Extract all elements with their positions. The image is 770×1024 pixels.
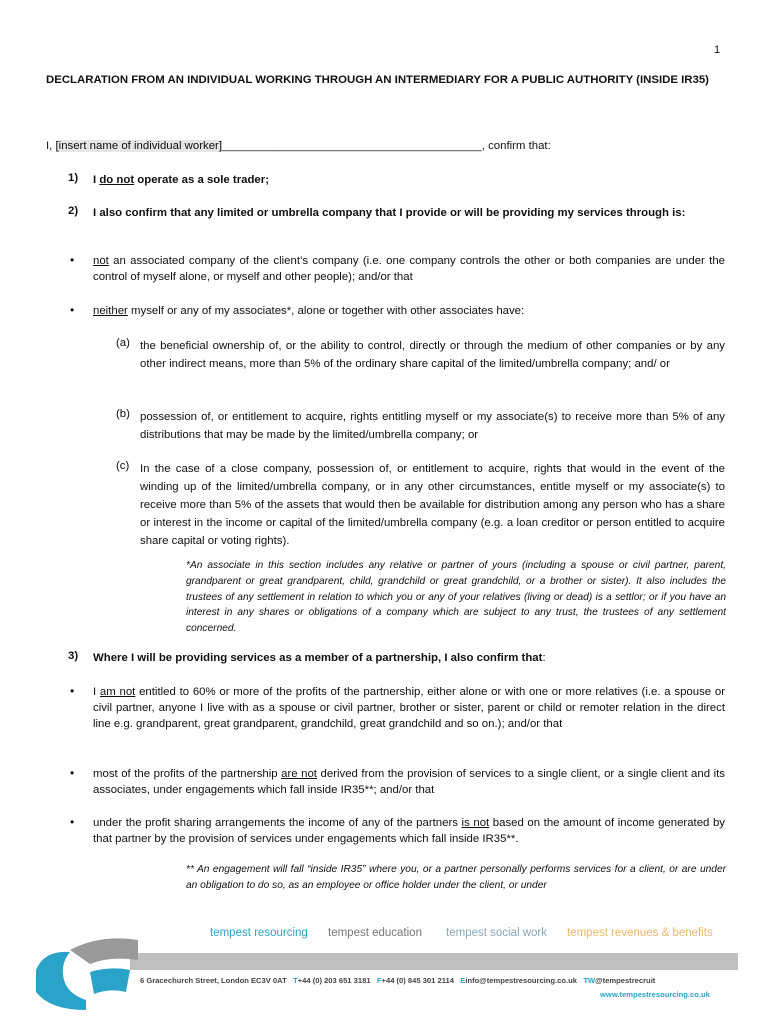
bullet-icon: •: [70, 684, 75, 698]
document-title: DECLARATION FROM AN INDIVIDUAL WORKING THROUGH AN INTERMEDIARY FOR A PUBLIC AUTHORITY (INSIDE IR35): [46, 74, 709, 86]
item-1-post: operate as a sole trader;: [134, 174, 269, 186]
email-link[interactable]: info@tempestresourcing.co.uk: [465, 976, 578, 985]
logo-grey-swoosh: [70, 938, 138, 964]
footer-website[interactable]: www.tempestresourcing.co.uk: [600, 990, 710, 999]
ir35-note: ** An engagement will fall “inside IR35” where you, or a partner personally performs services for a client, or are under an obligation to do so, as an employee or office holder under the client, or under: [186, 864, 726, 891]
sub-b-label: (b): [116, 408, 130, 420]
intro-line: [46, 140, 726, 152]
item-1-text: [93, 172, 725, 189]
item-3-text: [93, 650, 725, 667]
item-3-bullet-1-text: entitled to 60% or more of the profits of the partnership, either alone or with one or more relatives (i.e. a spouse or civil partner, anyone I live with as a spouse or civil partner, brother or sister, parent or child or remoter relation in the direct line e.g. grandparent, great grandparent, grandchild, great grandchild and so on.); and/or that: [93, 686, 725, 730]
bullet-icon: •: [70, 253, 75, 267]
nav-tempest-resourcing[interactable]: tempest resourcing: [210, 927, 308, 939]
item-3-bullet-3-emph: is not: [461, 817, 490, 829]
phone-label: T: [293, 976, 298, 985]
item-3-heading: Where I will be providing services as a member of a partnership, I also confirm that: [93, 652, 543, 664]
item-3-bullet-3-text: based on the amount of income generated by that partner by the provision of services under engagements which fall inside IR35**.: [93, 817, 725, 845]
item-2-bullet-1-text: an associated company of the client’s company (i.e. one company controls the other or both companies are under the control of myself alone, or myself and other people); and/or that: [93, 255, 725, 283]
tempest-logo-icon: [30, 930, 140, 1012]
item-1-pre: I: [93, 174, 100, 186]
item-3-bullet-2-emph: are not: [281, 768, 317, 780]
item-3-colon: :: [542, 652, 546, 664]
address-text: 6 Gracechurch Street, London EC3V 0AT: [140, 976, 287, 985]
item-3-bullet-3-pre: under the profit sharing arrangements the income of any of the partners: [93, 817, 462, 829]
item-1-number: 1): [68, 172, 79, 184]
item-3-bullet-2-pre: most of the profits of the partnership: [93, 768, 282, 780]
item-3-number: 3): [68, 650, 79, 662]
twitter-handle[interactable]: @tempestrecruit: [595, 976, 656, 985]
item-2-bullet-2: [93, 303, 725, 319]
item-1-emph: do not: [99, 174, 135, 186]
item-2-bullet-1: [93, 253, 725, 285]
nav-tempest-social-work[interactable]: tempest social work: [446, 927, 547, 939]
bullet-icon: •: [70, 766, 75, 780]
phone-number: +44 (0) 203 651 3181: [297, 976, 371, 985]
item-3-bullet-1: [93, 684, 725, 732]
worker-name-blank: _________________________________________: [222, 140, 482, 152]
logo-teal-swoosh: [36, 952, 86, 1010]
fax-label: F: [376, 976, 382, 985]
intro-prefix: I,: [46, 140, 56, 152]
nav-tempest-education[interactable]: tempest education: [328, 927, 422, 939]
bullet-icon: •: [70, 815, 75, 829]
item-2-number: 2): [68, 205, 79, 217]
sub-b-text: possession of, or entitlement to acquire, rights entitling myself or my associate(s) to receive more than 5% of any distributions that may be made by the limited/umbrella company; or: [140, 411, 725, 441]
sub-c-label: (c): [116, 460, 130, 472]
nav-tempest-revenues-benefits[interactable]: tempest revenues & benefits: [567, 927, 713, 939]
item-3-bullet-3: [93, 815, 725, 847]
item-3-bullet-2-text: derived from the provision of services to a single client, or a single client and its associates, under engagements which fall inside IR35**; and/or that: [93, 768, 725, 796]
bullet-icon: •: [70, 303, 75, 317]
sub-c-text: In the case of a close company, possession of, or entitlement to acquire, rights that would in the event of the winding up of the limited/umbrella company, or in any other circumstances, entitle myself or my associate(s) to receive more than 5% of the assets that would then be available for distribution among any person who has a share or interest in the income or capital of the limited/umbrella company (e.g. a loan creditor or person entitled to acquire share capital or voting rights).: [140, 463, 725, 547]
intro-suffix: , confirm that:: [481, 140, 551, 152]
logo-teal-bar: [90, 968, 130, 994]
footer-address: [140, 976, 655, 985]
associate-note: *An associate in this section includes any relative or partner of yours (including a spouse or civil partner, parent, grandparent or great grandparent, child, grandchild or great grandchild, or a brother or sister). It also includes the trustees of any settlement in relation to which you or any of your relatives (living or dead) is a settlor; or if you have an interest in any shares or obligations of a company which are subject to any trust, the trustees of any settlement concerned.: [186, 560, 726, 635]
item-2-bullet-1-emph: not: [93, 255, 109, 267]
item-2-bullet-2-emph: neither: [93, 305, 128, 317]
fax-number: +44 (0) 845 301 2114: [381, 976, 454, 985]
sub-a-label: (a): [116, 337, 130, 349]
email-label: E: [460, 976, 466, 985]
item-3-bullet-1-emph: am not: [99, 686, 136, 698]
worker-name-placeholder[interactable]: [insert name of individual worker]: [55, 140, 223, 152]
twitter-label: TW: [583, 976, 596, 985]
sub-a-text: the beneficial ownership of, or the ability to control, directly or through the medium of other companies or by any other indirect means, more than 5% of the ordinary share capital of the limited/umbrella company; and/ or: [140, 340, 725, 370]
footer-bar: [130, 953, 738, 970]
item-2-text: I also confirm that any limited or umbrella company that I provide or will be providing my services through is:: [93, 207, 686, 219]
item-2-bullet-2-text: myself or any of my associates*, alone or together with other associates have:: [127, 305, 525, 317]
item-3-bullet-2: [93, 766, 725, 798]
item-3-bullet-1-pre: I: [93, 686, 100, 698]
page-number: 1: [714, 44, 721, 56]
